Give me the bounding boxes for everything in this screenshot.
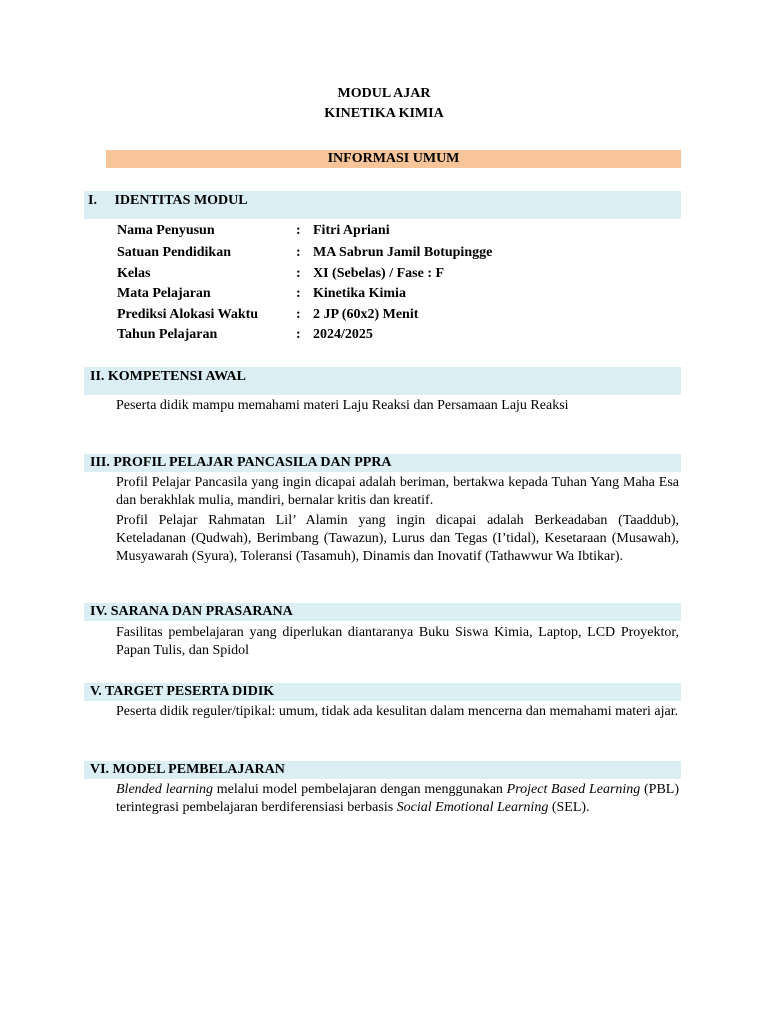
- model-term-pbl: Project Based Learning: [506, 782, 641, 797]
- sarana-text: Fasilitas pembelajaran yang diperlukan diantaranya Buku Siswa Kimia, Laptop, LCD Proyektor, Papan Tulis, dan Spidol: [116, 625, 679, 658]
- model-text-part: (SEL).: [548, 800, 590, 815]
- row-separator: :: [296, 266, 301, 281]
- row-label: Nama Penyusun: [117, 223, 215, 238]
- doc-subtitle: KINETIKA KIMIA: [324, 106, 444, 121]
- kompetensi-text: Peserta didik mampu memahami materi Laju Reaksi dan Persamaan Laju Reaksi: [116, 398, 569, 413]
- row-label: Tahun Pelajaran: [117, 327, 218, 342]
- model-text-part: melalui model pembelajaran dengan menggunakan: [213, 782, 507, 797]
- row-value: Kinetika Kimia: [313, 286, 406, 301]
- row-label: Kelas: [117, 266, 151, 281]
- section-title: IDENTITAS MODUL: [114, 193, 248, 208]
- section-heading-profil: III. PROFIL PELAJAR PANCASILA DAN PPRA: [84, 454, 681, 472]
- row-label: Prediksi Alokasi Waktu: [117, 307, 259, 322]
- row-value: 2024/2025: [313, 327, 373, 342]
- row-value: XI (Sebelas) / Fase : F: [313, 266, 445, 281]
- doc-title: MODUL AJAR: [337, 86, 431, 101]
- section-number: I.: [88, 193, 97, 208]
- row-separator: :: [296, 245, 301, 260]
- row-separator: :: [296, 307, 301, 322]
- row-separator: :: [296, 327, 301, 342]
- section-heading-model: VI. MODEL PEMBELAJARAN: [84, 761, 681, 779]
- profil-paragraph-1: Profil Pelajar Pancasila yang ingin dicapai adalah beriman, bertakwa kepada Tuhan Yang Maha Esa dan berakhlak mulia, mandiri, bernalar kritis dan kreatif.: [116, 475, 679, 508]
- section-heading-kompetensi: II. KOMPETENSI AWAL: [84, 367, 681, 395]
- profil-paragraph-2: Profil Pelajar Rahmatan Lil’ Alamin yang ingin dicapai adalah Berkeadaban (Taaddub), Keteladanan (Qudwah), Berimbang (Tawazun), Lurus dan Tegas (I’tidal), Kesetaraan (Musawah), Musyawarah (Syura), Toleransi (Tasamuh), Dinamis dan Inovatif (Tathawwur Wa Ibtikar).: [116, 513, 679, 564]
- row-separator: :: [296, 223, 301, 238]
- row-value: 2 JP (60x2) Menit: [313, 307, 419, 322]
- section-heading-target: V. TARGET PESERTA DIDIK: [84, 683, 681, 701]
- model-text-part: (PBL) terintegrasi pembelajaran berdiferensiasi berbasis: [116, 782, 680, 815]
- row-label: Mata Pelajaran: [117, 286, 211, 301]
- row-separator: :: [296, 286, 301, 301]
- section-heading-sarana: IV. SARANA DAN PRASARANA: [84, 603, 681, 621]
- row-value: MA Sabrun Jamil Botupingge: [313, 245, 493, 260]
- model-term-blended: Blended learning: [116, 782, 214, 797]
- model-text: [116, 781, 679, 817]
- row-label: Satuan Pendidikan: [117, 245, 231, 260]
- section-heading-identitas: [84, 191, 681, 219]
- row-value: Fitri Apriani: [313, 223, 390, 238]
- model-term-sel: Social Emotional Learning: [396, 800, 549, 815]
- target-text: Peserta didik reguler/tipikal: umum, tidak ada kesulitan dalam mencerna dan memahami materi ajar.: [116, 704, 679, 719]
- info-umum-band: INFORMASI UMUM: [106, 150, 681, 168]
